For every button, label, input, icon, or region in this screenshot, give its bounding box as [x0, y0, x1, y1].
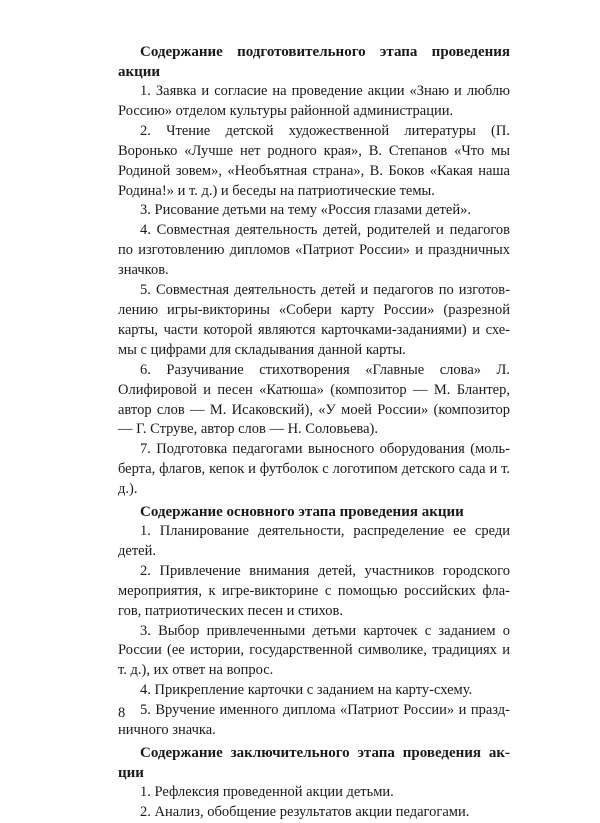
list-item: 3. Рисование детьми на тему «Россия глазами детей».: [140, 202, 471, 219]
list-item: 1. Заявка и согласие на проведение акции «Знаю и люблю Россию» отделом культуры районной администрации.: [118, 83, 510, 119]
list-item: 1. Планирование деятельности, распределение ее среди детей.: [118, 523, 510, 559]
section-preparatory: [118, 42, 510, 500]
list-item: 5. Вручение именного диплома «Патриот России» и праздничного значка.: [118, 702, 510, 739]
section-heading: Содержание заключительного этапа проведения акции: [118, 745, 510, 781]
section-final: [118, 743, 510, 823]
section-heading: Содержание основного этапа проведения акции: [140, 504, 464, 521]
list-item: 4. Прикрепление карточки с заданием на карту-схему.: [140, 682, 473, 699]
section-heading: Содержание подготовительного этапа проведения акции: [118, 44, 510, 80]
list-item: 3. Выбор привлеченными детьми карточек с заданием о России (ее истории, государственной символике, традициях и т. д.), их ответ на вопрос.: [118, 622, 510, 679]
page-body: [118, 40, 510, 823]
list-item: 7. Подготовка педагогами выносного оборудования (мольберта, флагов, кепок и футболок с логотипом детского сада и т. д.).: [118, 441, 510, 498]
section-main: [118, 502, 510, 741]
list-item: 6. Разучивание стихотворения «Главные слова» Л. Олифировой и песен «Катюша» (композитор — М. Блантер, автор слов — М. Исаковский), «У моей России» (композитор — Г. Струве, автор слов — Н. Соловьева).: [118, 361, 510, 438]
list-item: 1. Рефлексия проведенной акции детьми.: [140, 784, 394, 800]
list-item: 2. Привлечение внимания детей, участников городского мероприятия, к игре-викторине с помощью российских флагов, патриотических песен и стихов.: [118, 562, 510, 619]
list-item: 2. Чтение детской художественной литературы (П. Воронько «Лучше нет родного края», В. Степанов «Что мы Родиной зовем», «Необъятная страна», В. Боков «Какая наша Родина!» и т. д.) и беседы на патриотические темы.: [118, 122, 510, 199]
list-item: 4. Совместная деятельность детей, родителей и педагогов по изготовлению дипломов «Патриот России» и праздничных значков.: [118, 222, 510, 279]
list-item: 2. Анализ, обобщение результатов акции педагогами.: [140, 803, 470, 820]
page-number: 8: [118, 705, 126, 721]
list-item: 5. Совместная деятельность детей и педагогов по изготовлению игры-викторины «Собери карту России» (разрезной карты, части которой являются карточками-заданиями) и схемы с цифрами для складывания данной карты.: [118, 282, 510, 358]
